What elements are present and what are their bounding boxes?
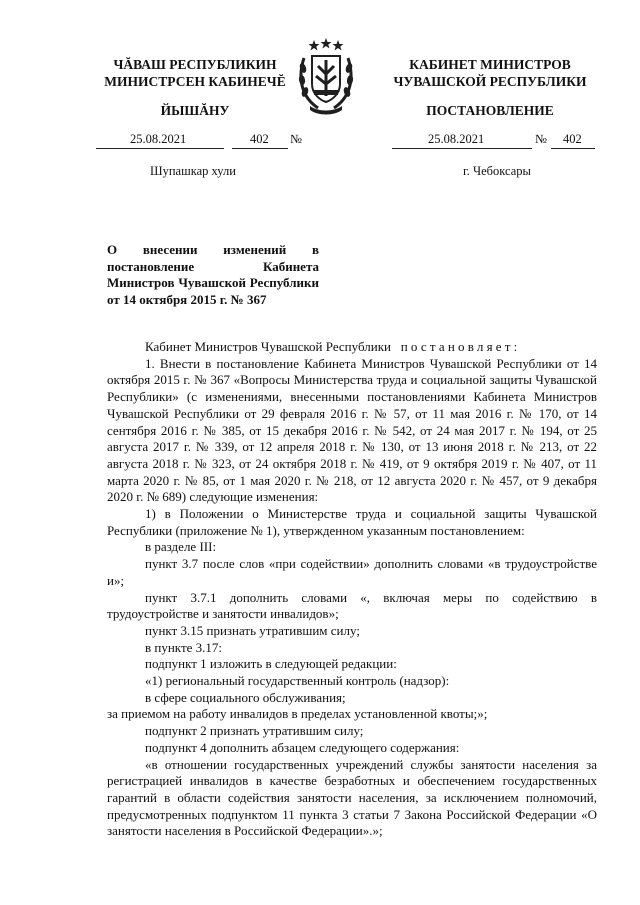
- right-number-underline: [551, 148, 595, 149]
- clause-3-17: в пункте 3.17:: [145, 639, 223, 655]
- header-right-line1: КАБИНЕТ МИНИСТРОВ: [409, 57, 571, 72]
- coat-of-arms-emblem: [296, 36, 356, 118]
- document-subject: О внесении изменений в постановление Кабинета Министров Чувашской Республики от 14 октября 2015 г. № 367: [107, 242, 319, 307]
- header-right-doc-type: ПОСТАНОВЛЕНИЕ: [426, 103, 554, 118]
- place-left: Шупашкар хули: [150, 164, 236, 178]
- header-left-doc-type: ЙЫШĂНУ: [160, 103, 230, 118]
- header-right-title: [375, 56, 605, 90]
- right-date-underline: [392, 148, 532, 149]
- clause-3-7-1: пункт 3.7.1 дополнить словами «, включая меры по содействию в трудоустройстве и занятости инвалидов»;: [107, 589, 597, 622]
- paragraph-item-1: 1. Внести в постановление Кабинета Министров Чувашской Республики от 14 октября 2015 г. № 367 «Вопросы Министерства труда и социальной защиты Чувашской Республики» (с изменениями, внесенными постановлениями Кабинета Министров Чувашской Республики от 29 февраля 2016 г. № 57, от 11 мая 2016 г. № 170, от 14 сентября 2016 г. № 385, от 15 декабря 2016 г. № 542, от 24 мая 2017 г. № 194, от 25 августа 2017 г. № 339, от 12 апреля 2018 г. № 130, от 13 июня 2018 г. № 213, от 22 августа 2018 г. № 323, от 24 октября 2018 г. № 419, от 9 октября 2019 г. № 407, от 11 марта 2020 г. № 85, от 1 мая 2020 г. № 218, от 12 августа 2020 г. № 457, от 9 декабря 2020 г. № 689) следующие изменения:: [107, 355, 597, 505]
- subclause-4-intro: подпункт 4 дополнить абзацем следующего содержания:: [145, 739, 460, 755]
- left-date-underline: [96, 148, 224, 149]
- subclause-1-intro: подпункт 1 изложить в следующей редакции:: [145, 656, 397, 672]
- subclause-2: подпункт 2 признать утратившим силу;: [145, 723, 364, 739]
- section-reference: в разделе III:: [145, 539, 217, 555]
- intro-spaced-verb: постановляет:: [400, 339, 521, 354]
- right-number-sign: №: [535, 132, 547, 146]
- clause-3-7: пункт 3.7 после слов «при содействии» дополнить словами «в трудоустройстве и»;: [107, 556, 597, 588]
- intro-text: Кабинет Министров Чувашской Республики: [145, 339, 391, 354]
- left-date: 25.08.2021: [130, 132, 187, 146]
- paragraph-subitem-1: 1) в Положении о Министерстве труда и социальной защиты Чувашской Республики (приложение № 1), утвержденном указанным постановлением:: [107, 506, 597, 538]
- subclause-1-quota: за приемом на работу инвалидов в пределах установленной квоты;»;: [107, 706, 488, 722]
- clause-3-15: пункт 3.15 признать утратившим силу;: [145, 622, 360, 638]
- right-number: 402: [563, 132, 582, 146]
- header-right-line2: ЧУВАШСКОЙ РЕСПУБЛИКИ: [393, 74, 587, 89]
- left-number: 402: [250, 132, 269, 146]
- left-number-sign: №: [290, 132, 302, 146]
- header-left-line2: МИНИСТРСЕН КАБИНЕЧĔ: [104, 74, 286, 89]
- place-right: г. Чебоксары: [463, 164, 531, 178]
- right-date: 25.08.2021: [428, 132, 485, 146]
- subclause-4-text: «в отношении государственных учреждений службы занятости населения за регистрацией инвалидов в качестве безработных и обеспечением государственных гарантий в области содействия занятости населения, за исключением полномочий, предусмотренных подпунктом 11 пункта 3 статьи 7 Закона Российской Федерации «О занятости населения в Российской Федерации».»;: [107, 756, 597, 839]
- document-body: [107, 339, 597, 840]
- subclause-1-social: в сфере социального обслуживания;: [145, 689, 346, 705]
- header-left-line1: ЧĂВАШ РЕСПУБЛИКИН: [113, 57, 277, 72]
- intro-paragraph: [107, 339, 597, 356]
- subclause-1-text: «1) региональный государственный контроль (надзор):: [145, 673, 450, 689]
- left-number-underline: [232, 148, 288, 149]
- header-left-title: [95, 56, 295, 90]
